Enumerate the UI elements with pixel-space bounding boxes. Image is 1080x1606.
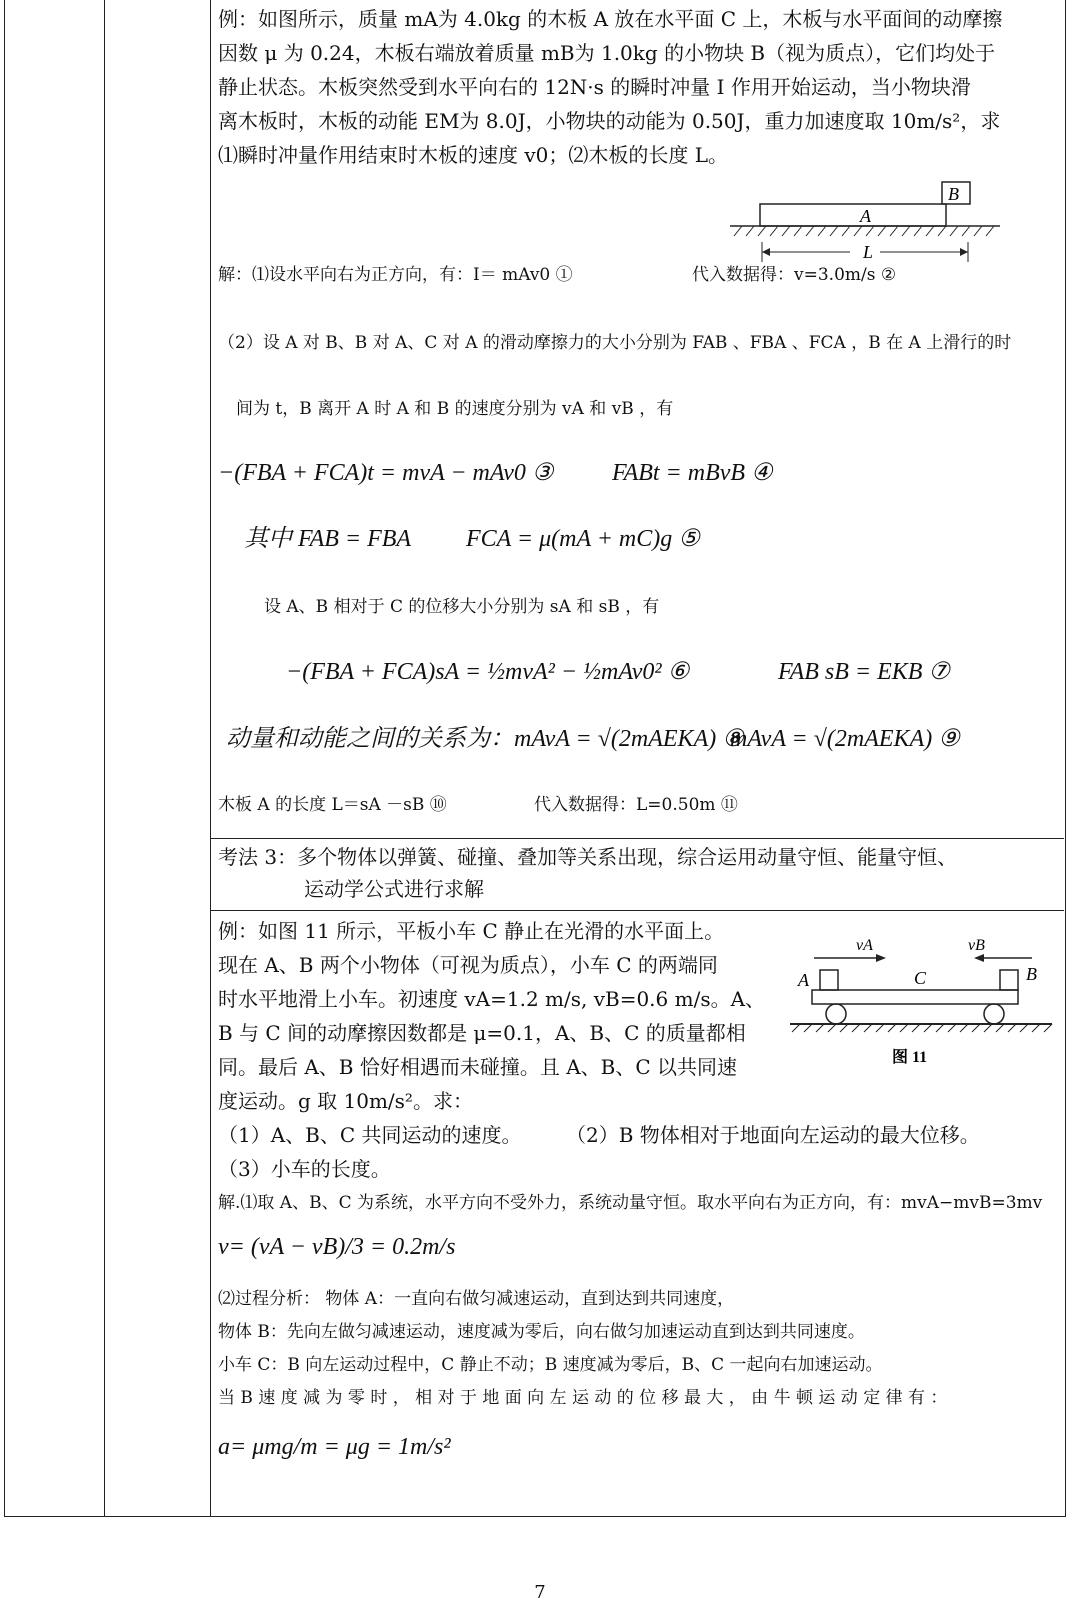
board-figure <box>730 180 1010 270</box>
ex2-q1: （1）A、B、C 共同运动的速度。 <box>218 1123 522 1147</box>
sol2-s7: a= μmg/m = μg = 1m/s² <box>218 1434 451 1460</box>
ex2-line6: 度运动。g 取 10m/s²。求： <box>218 1089 473 1113</box>
page-number: 7 <box>534 1582 546 1603</box>
sol2-s6: 当 B 速 度 减 为 零 时 ， 相 对 于 地 面 向 左 运 动 的 位 移 最 大 ， 由 牛 顿 运 动 定 律 有 ： <box>218 1388 948 1408</box>
method3-line2: 运动学公式进行求解 <box>304 877 484 901</box>
ex1-line1: 例：如图所示，质量 mA为 4.0kg 的木板 A 放在水平面 C 上，木板与水平面间的动摩擦 <box>218 7 1003 31</box>
fig-label-b: B <box>948 184 959 204</box>
row-divider <box>210 838 1064 839</box>
fig-label-a: A <box>860 206 871 226</box>
fig-vb: vB <box>968 937 985 954</box>
block-b2 <box>1000 970 1018 990</box>
eq-3: −(FBA + FCA)t = mvA − mAv0 ③ <box>218 460 554 486</box>
row-divider <box>210 910 1064 911</box>
ex2-q2: （2）B 物体相对于地面向左运动的最大位移。 <box>566 1123 980 1147</box>
ex2-q3: （3）小车的长度。 <box>218 1157 391 1181</box>
sol2-s1: 解.⑴取 A、B、C 为系统，水平方向不受外力，系统动量守恒。取水平向右为正方向，有：mvA−mvB=3mv <box>218 1193 1043 1213</box>
eq-5b: FCA = μ(mA + mC)g ⑤ <box>466 526 700 552</box>
eq-5a: 其中 FAB = FBA <box>244 526 412 552</box>
fig-a: A <box>798 970 809 990</box>
sol2-s5: 小车 C：B 向左运动过程中，C 静止不动；B 速度减为零后，B、C 一起向右加速运动。 <box>218 1355 883 1375</box>
ex1-line4: 离木板时，木板的动能 EM为 8.0J，小物块的动能为 0.50J，重力加速度取 10m/s²，求 <box>218 109 1001 133</box>
sol1-s4: 设 A、B 相对于 C 的位移大小分别为 sA 和 sB ，有 <box>264 597 660 617</box>
sol1-s5b: 代入数据得：L=0.50m ⑪ <box>534 795 738 815</box>
sol1-s3: 间为 t，B 离开 A 时 A 和 B 的速度分别为 vA 和 vB ，有 <box>236 399 674 419</box>
eq-8: 动量和动能之间的关系为：mAvA = √(2mAEKA) ⑧ <box>226 726 744 752</box>
board-a <box>760 204 946 226</box>
eq-7: FAB sB = EKB ⑦ <box>778 659 950 685</box>
ex1-line2: 因数 μ 为 0.24，木板右端放着质量 mB为 1.0kg 的小物块 B（视为质点），它们均处于 <box>218 41 996 65</box>
ex2-line1: 例：如图 11 所示，平板小车 C 静止在光滑的水平面上。 <box>218 919 725 943</box>
fig-b: B <box>1026 964 1037 984</box>
fig-c: C <box>914 968 927 988</box>
ex2-line4: B 与 C 间的动摩擦因数都是 μ=0.1，A、B、C 的质量都相 <box>218 1021 746 1045</box>
eq-6: −(FBA + FCA)sA = ½mvA² − ½mAv0² ⑥ <box>286 659 690 685</box>
sol2-s2: v= (vA − vB)/3 = 0.2m/s <box>218 1234 456 1260</box>
fig-caption: 图 11 <box>892 1049 928 1066</box>
block-a <box>820 970 838 990</box>
table-column-divider <box>210 0 211 1516</box>
sol2-s3: ⑵过程分析： 物体 A：一直向右做匀减速运动，直到达到共同速度， <box>218 1289 735 1309</box>
fig-label-l: L <box>863 242 874 262</box>
sol1-s1: 解：⑴设水平向右为正方向，有：I＝ mAv0 ① <box>218 265 573 285</box>
sol1-s5: 木板 A 的长度 L＝sA －sB ⑩ <box>218 795 447 815</box>
sol2-s4: 物体 B：先向左做匀减速运动，速度减为零后，向右做匀加速运动直到达到共同速度。 <box>218 1322 865 1342</box>
cart-figure <box>786 934 1056 1074</box>
fig-va: vA <box>856 937 873 954</box>
sol1-s2: （2）设 A 对 B、B 对 A、C 对 A 的滑动摩擦力的大小分别为 FAB 、FBA 、FCA ，B 在 A 上滑行的时 <box>218 333 1012 353</box>
cart-c <box>812 990 1018 1004</box>
ex2-line2: 现在 A、B 两个小物体（可视为质点），小车 C 的两端同 <box>218 953 718 977</box>
ex1-line5: ⑴瞬时冲量作用结束时木板的速度 v0；⑵木板的长度 L。 <box>218 143 729 167</box>
eq-4: FABt = mBvB ④ <box>612 460 773 486</box>
table-column-divider <box>104 0 105 1516</box>
sol1-s1b: 代入数据得：v=3.0m/s ② <box>692 265 897 285</box>
eq-9: mAvA = √(2mAEKA) ⑨ <box>730 726 960 752</box>
ex1-line3: 静止状态。木板突然受到水平向右的 12N·s 的瞬时冲量 I 作用开始运动，当小物块滑 <box>218 75 971 99</box>
ex2-line5: 同。最后 A、B 恰好相遇而未碰撞。且 A、B、C 以共同速 <box>218 1055 738 1079</box>
ex2-line3: 时水平地滑上小车。初速度 vA=1.2 m/s, vB=0.6 m/s。A、 <box>218 987 766 1011</box>
method3-line1: 考法 3：多个物体以弹簧、碰撞、叠加等关系出现，综合运用动量守恒、能量守恒、 <box>218 845 958 869</box>
